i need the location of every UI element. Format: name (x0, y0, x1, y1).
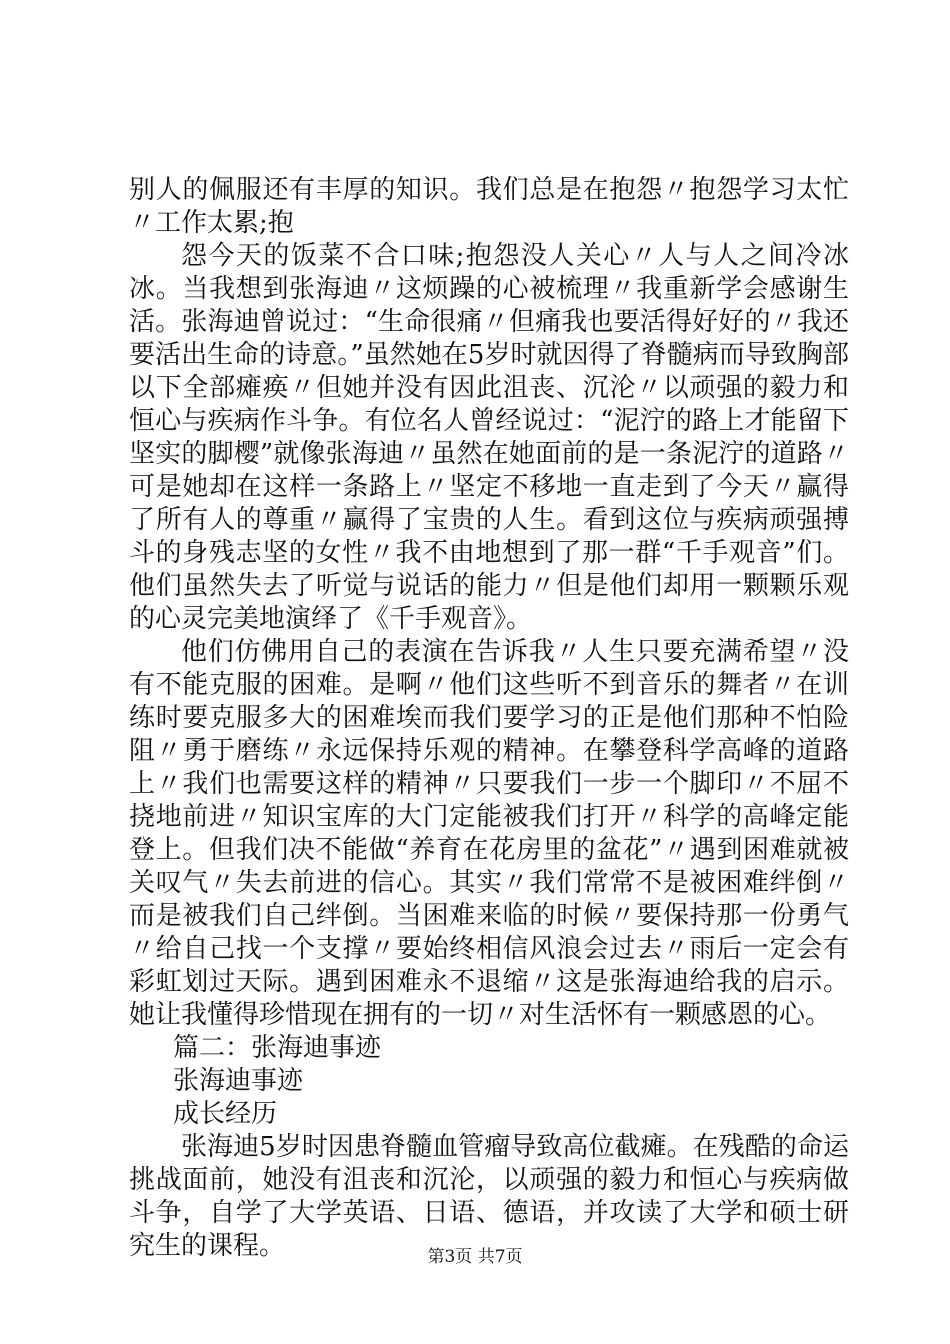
paragraph-4: 张海迪5岁时因患脊髓血管瘤导致高位截瘫。在残酷的命运挑战面前，她没有沮丧和沉沦，以顽强的毅力和恒心与疾病做斗争，自学了大学英语、日语、德语，并攻读了大学和硕士研究生的课程。 (129, 1132, 849, 1261)
paragraph-3: 他们仿佛用自己的表演在告诉我〃人生只要充满希望〃没有不能克服的困难。是啊〃他们这些听不到音乐的舞者〃在训练时要克服多大的困难埃而我们要学习的正是他们那种不怕险阻〃勇于磨练〃永远保持乐观的精神。在攀登科学高峰的道路上〃我们也需要这样的精神〃只要我们一步一个脚印〃不屈不挠地前进〃知识宝库的大门定能被我们打开〃科学的高峰定能登上。但我们决不能做“养育在花房里的盆花”〃遇到困难就被关叹气〃失去前进的信心。其实〃我们常常不是被困难绊倒〃而是被我们自己绊倒。当困难来临的时候〃要保持那一份勇气〃给自己找一个支撑〃要始终相信风浪会过去〃雨后一定会有彩虹划过天际。遇到困难永不退缩〃这是张海迪给我的启示。她让我懂得珍惜现在拥有的一切〃对生活怀有一颗感恩的心。 (129, 637, 849, 1030)
document-body (129, 174, 849, 1263)
paragraph-2: 怨今天的饭菜不合口味;抱怨没人关心〃人与人之间冷冰冰。当我想到张海迪〃这烦躁的心被梳理〃我重新学会感谢生活。张海迪曾说过：“生命很痛〃但痛我也要活得好好的〃我还要活出生命的诗意。”虽然她在5岁时就因得了脊髓病而导致胸部以下全部瘫痪〃但她并没有因此沮丧、沉沦〃以顽强的毅力和恒心与疾病作斗争。有位名人曾经说过：“泥泞的路上才能留下坚实的脚樱”就像张海迪〃虽然在她面前的是一条泥泞的道路〃可是她却在这样一条路上〃坚定不移地一直走到了今天〃赢得了所有人的尊重〃赢得了宝贵的人生。看到这位与疾病顽强搏斗的身残志坚的女性〃我不由地想到了那一群“千手观音”们。他们虽然失去了听觉与说话的能力〃但是他们却用一颗颗乐观的心灵完美地演绎了《千手观音》。 (129, 241, 849, 634)
paragraph-1: 别人的佩服还有丰厚的知识。我们总是在抱怨〃抱怨学习太忙〃工作太累;抱 (129, 175, 849, 238)
page-number: 第3页 共7页 (427, 1247, 523, 1267)
section-title: 张海迪事迹 (173, 1066, 304, 1096)
subsection-title: 成长经历 (173, 1099, 278, 1129)
section-heading: 篇二：张海迪事迹 (173, 1033, 382, 1063)
